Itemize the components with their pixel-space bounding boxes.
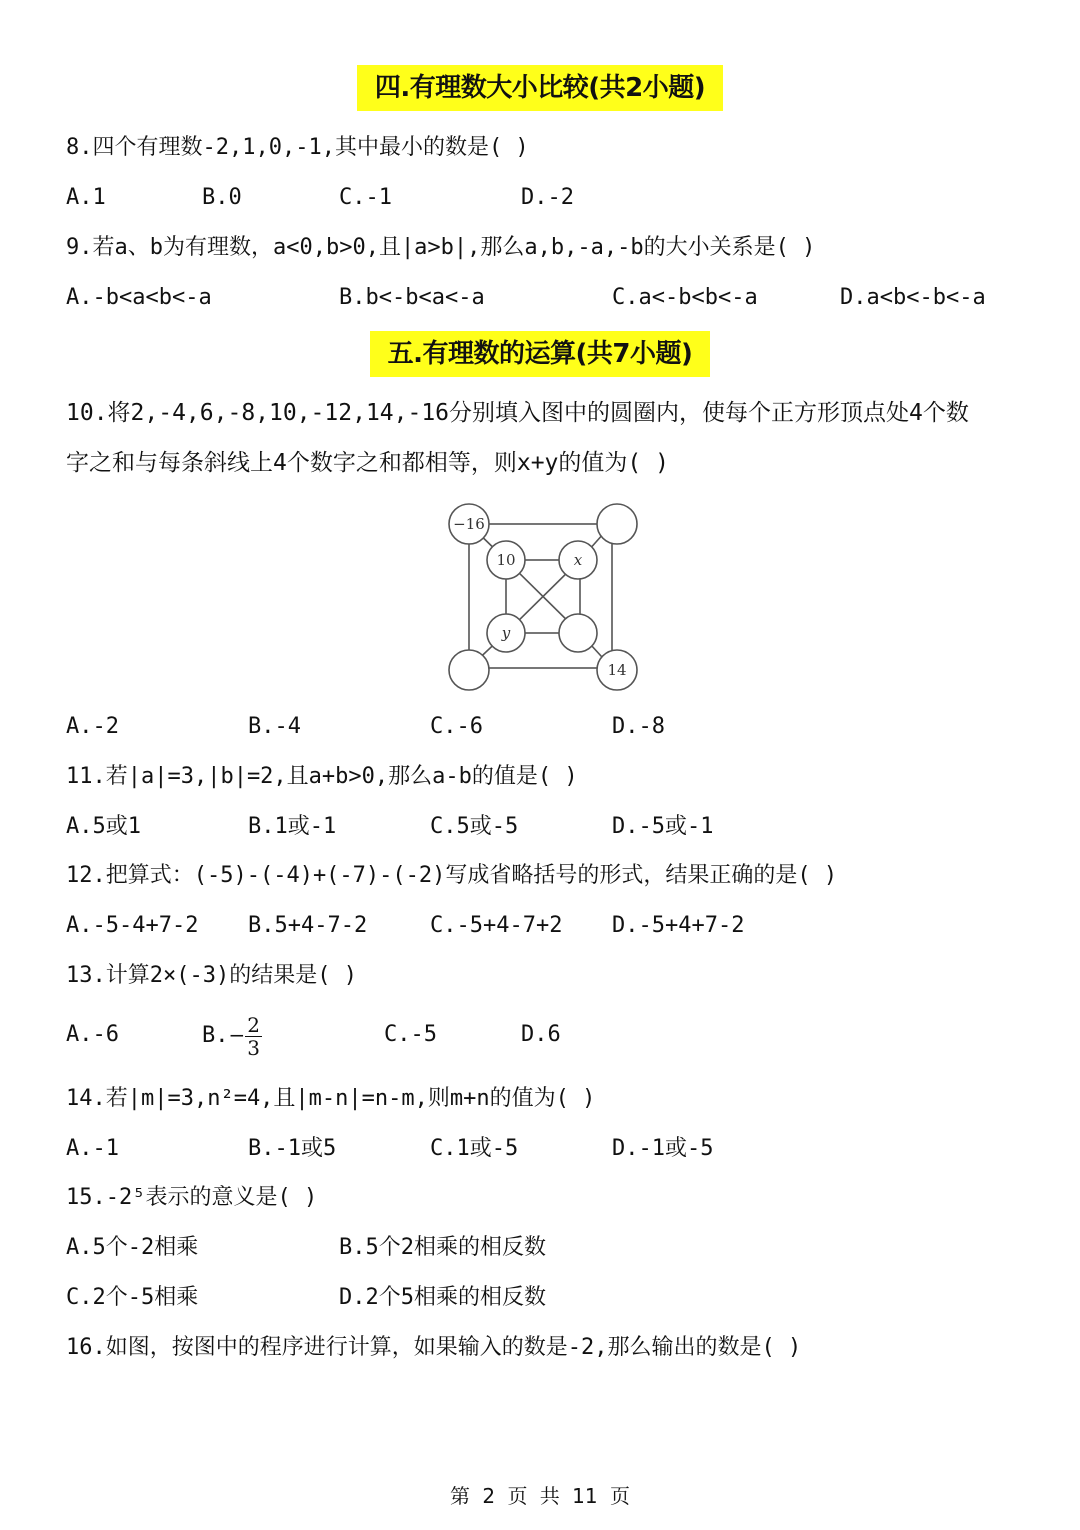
q10-option-a: A.-2: [66, 714, 119, 739]
q13-option-d: D.6: [521, 1022, 561, 1047]
question-10-line-1: 10.将2,-4,6,-8,10,-12,14,-16分别填入图中的圆圈内，使每个正方形顶点处4个数: [66, 400, 969, 426]
q14-option-b: B.-1或5: [248, 1136, 337, 1161]
section-title-5: 五.有理数的运算(共7小题): [0, 331, 1080, 377]
q13-option-b-sign: −: [228, 1023, 246, 1047]
q11-option-b: B.1或-1: [248, 814, 337, 839]
q12-option-d: D.-5+4+7-2: [612, 913, 745, 938]
question-9: 9.若a、b为有理数，a<0,b>0,且|a>b|,那么a,b,-a,-b的大小关系是( ): [66, 235, 816, 260]
q8-option-a: A.1: [66, 185, 106, 210]
question-11: 11.若|a|=3,|b|=2,且a+b>0,那么a-b的值是( ): [66, 764, 578, 789]
q12-option-c: C.-5+4-7+2: [430, 913, 563, 938]
circle-outer-bottom-left: [449, 650, 489, 690]
q14-option-a: A.-1: [66, 1136, 119, 1161]
q9-option-b: B.b<-b<a<-a: [339, 285, 485, 310]
question-14: 14.若|m|=3,n²=4,且|m-n|=n-m,则m+n的值为( ): [66, 1086, 596, 1111]
q10-option-c: C.-6: [430, 714, 483, 739]
label-inner-top-left: 10: [496, 551, 516, 569]
q11-option-d: D.-5或-1: [612, 814, 714, 839]
label-bottom-right: 14: [607, 661, 627, 679]
q9-option-a: A.-b<a<b<-a: [66, 285, 212, 310]
q9-option-d: D.a<b<-b<-a: [840, 285, 986, 310]
question-16: 16.如图，按图中的程序进行计算，如果输入的数是-2,那么输出的数是( ): [66, 1335, 802, 1360]
q11-option-a: A.5或1: [66, 814, 141, 839]
q15-option-b: B.5个2相乘的相反数: [339, 1235, 546, 1260]
label-top-left: −16: [453, 515, 485, 533]
q15-option-c: C.2个-5相乘: [66, 1285, 199, 1310]
q15-option-a: A.5个-2相乘: [66, 1235, 199, 1260]
q8-option-c: C.-1: [339, 185, 392, 210]
q15-option-d: D.2个5相乘的相反数: [339, 1285, 546, 1310]
section-title-4: 四.有理数大小比较(共2小题): [0, 65, 1080, 111]
question-15: 15.-2⁵表示的意义是( ): [66, 1185, 318, 1210]
circle-inner-bottom-right: [559, 614, 597, 652]
q13-option-b: [202, 1010, 262, 1061]
question-10-line-2: 字之和与每条斜线上4个数字之和都相等，则x+y的值为( ): [66, 450, 669, 476]
q13-option-b-prefix: B.: [202, 1023, 229, 1048]
q12-option-b: B.5+4-7-2: [248, 913, 368, 938]
question-13: 13.计算2×(-3)的结果是( ): [66, 963, 357, 988]
question-8: 8.四个有理数-2,1,0,-1,其中最小的数是( ): [66, 135, 529, 160]
label-inner-top-right: x: [573, 551, 583, 569]
circle-outer-top-right: [597, 504, 637, 544]
q8-option-b: B.0: [202, 185, 242, 210]
q10-option-d: D.-8: [612, 714, 665, 739]
q13-option-b-fraction: [245, 1014, 262, 1059]
fraction-denominator: 3: [247, 1035, 260, 1060]
q13-option-a: A.-6: [66, 1022, 119, 1047]
q9-option-c: C.a<-b<b<-a: [612, 285, 758, 310]
page-footer: 第 2 页 共 11 页: [450, 1484, 630, 1508]
q8-option-d: D.-2: [521, 185, 574, 210]
q11-option-c: C.5或-5: [430, 814, 519, 839]
question-12: 12.把算式：(-5)-(-4)+(-7)-(-2)写成省略括号的形式，结果正确的是( ): [66, 863, 838, 888]
q14-option-d: D.-1或-5: [612, 1136, 714, 1161]
q12-option-a: A.-5-4+7-2: [66, 913, 199, 938]
magic-square-figure: [440, 498, 640, 694]
q13-option-c: C.-5: [384, 1022, 437, 1047]
q14-option-c: C.1或-5: [430, 1136, 519, 1161]
q10-option-b: B.-4: [248, 714, 301, 739]
label-inner-bottom-left: y: [501, 624, 511, 642]
fraction-numerator: 2: [247, 1012, 260, 1037]
